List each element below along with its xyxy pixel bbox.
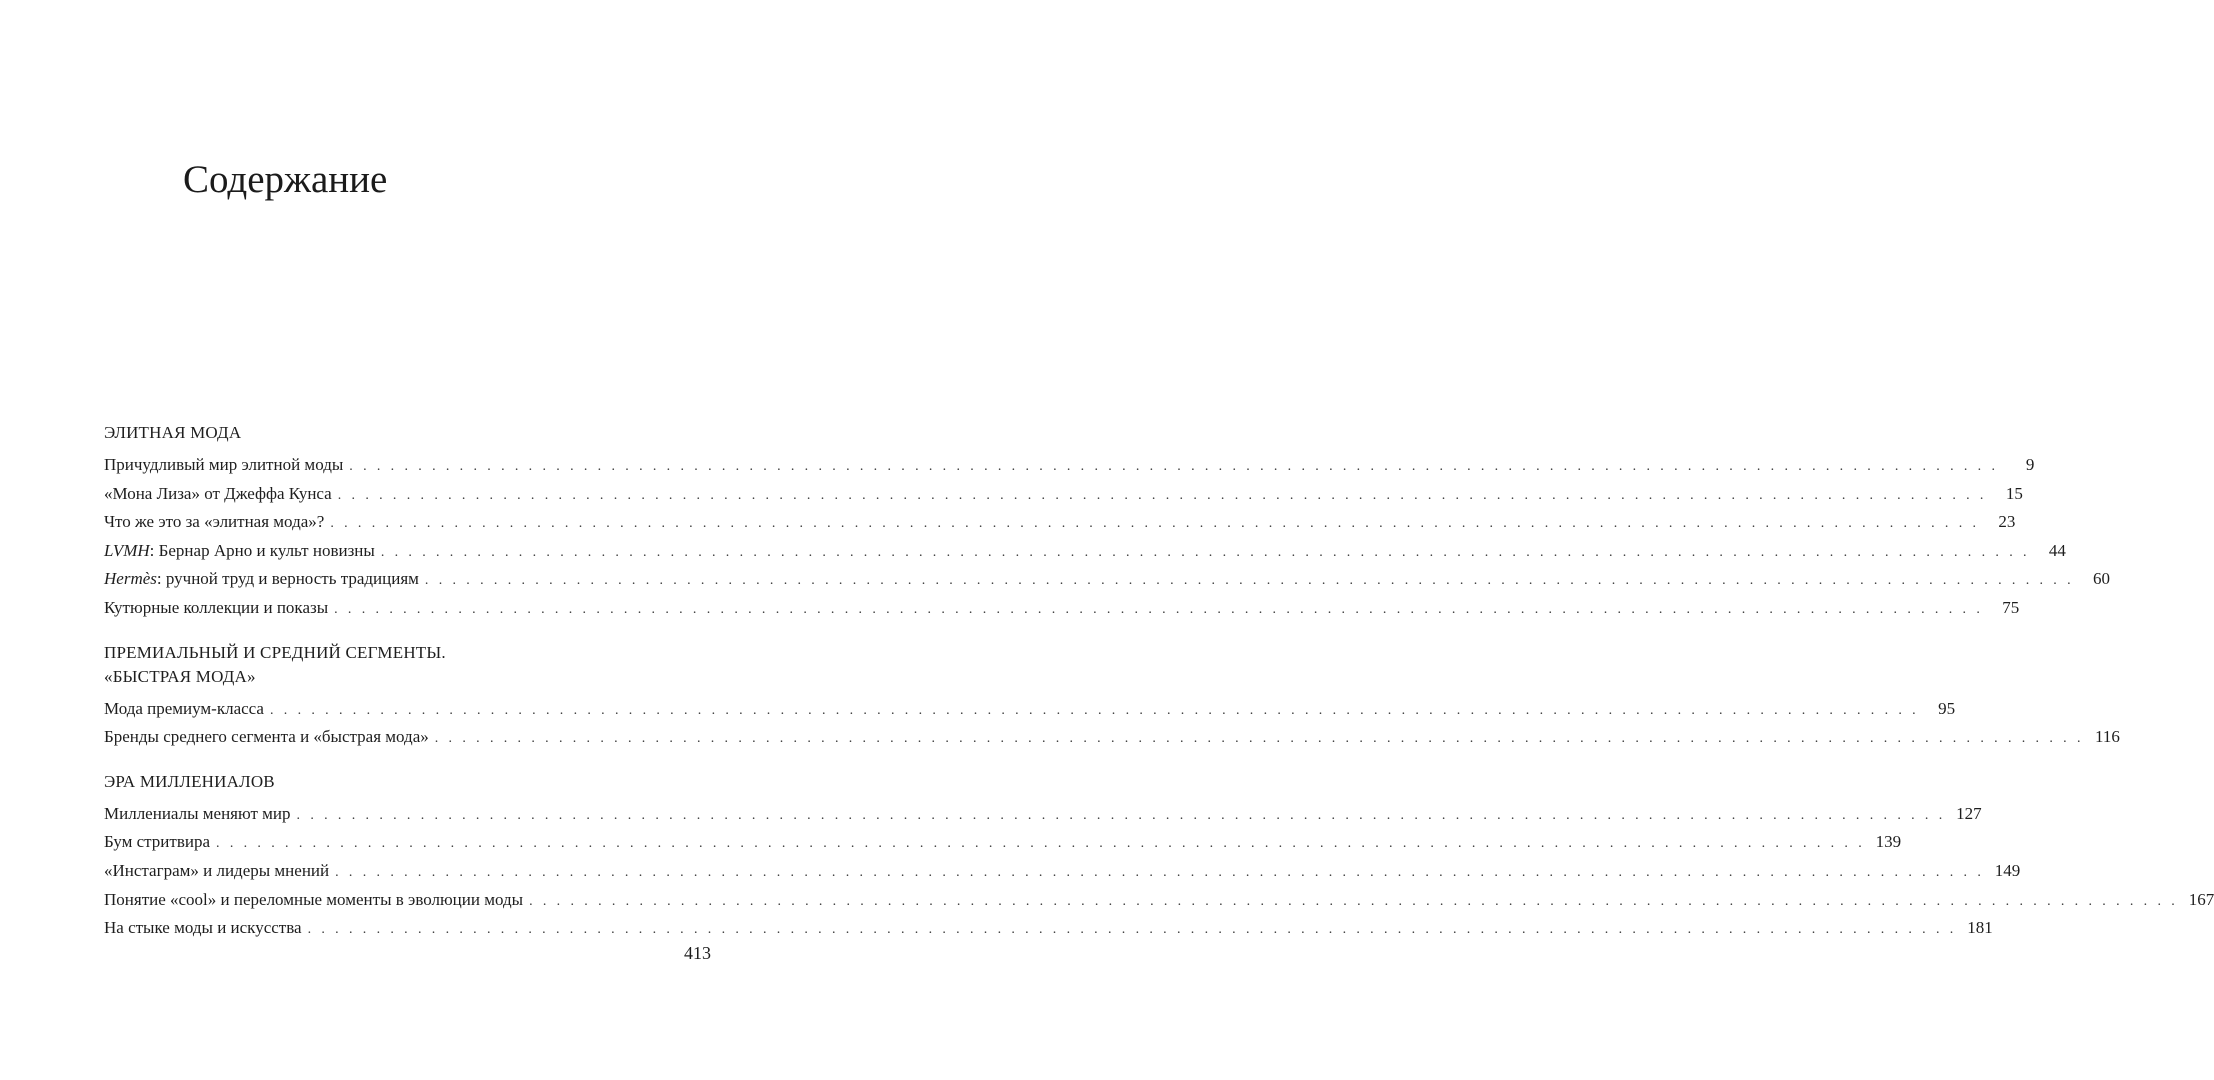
- dot-leader: . . . . . . . . . . . . . . . . . . . . . . . . . . . . . . . . . . . . . . . . . . . . . . . . . . . . . . . . . . . . . . . . . . . . . . . . . . . . . . . . . . . . . . . . . . . . . . . . . . . . . . . . . . . . . . . . . . . . . . . .: [330, 516, 1980, 532]
- toc-entry-title-text: Миллениалы меняют мир: [104, 803, 291, 823]
- toc-entry-title: [104, 537, 375, 566]
- toc-entry[interactable]: [104, 695, 1956, 724]
- toc-entry-title: [104, 886, 523, 915]
- toc-entry-title: [104, 723, 429, 752]
- toc-entry[interactable]: [104, 565, 2111, 594]
- dot-leader: . . . . . . . . . . . . . . . . . . . . . . . . . . . . . . . . . . . . . . . . . . . . . . . . . . . . . . . . . . . . . . . . . . . . . . . . . . . . . . . . . . . . . . . . . . . . . . . . . . . . . . . . . . . . . . . . . . . . . . . .: [529, 893, 2179, 909]
- toc-entry-title-text: Бренды среднего сегмента и «быстрая мода»: [104, 727, 429, 747]
- toc-entry[interactable]: [104, 480, 2023, 509]
- dot-leader: . . . . . . . . . . . . . . . . . . . . . . . . . . . . . . . . . . . . . . . . . . . . . . . . . . . . . . . . . . . . . . . . . . . . . . . . . . . . . . . . . . . . . . . . . . . . . . . . . . . . . . . . . . . . . . . . . . . . . . . .: [334, 601, 1984, 617]
- toc-entry-title-text: : ручной труд и верность традициям: [156, 569, 419, 589]
- dot-leader: . . . . . . . . . . . . . . . . . . . . . . . . . . . . . . . . . . . . . . . . . . . . . . . . . . . . . . . . . . . . . . . . . . . . . . . . . . . . . . . . . . . . . . . . . . . . . . . . . . . . . . . . . . . . . . . . . . . . . . . .: [434, 731, 2084, 747]
- toc-entry-list: [104, 695, 2120, 752]
- toc-entry-page: 167: [2188, 889, 2214, 909]
- toc-entry-list: [104, 800, 2214, 943]
- toc-entry[interactable]: [104, 914, 1993, 943]
- toc-entry-title-text: «Инстаграм» и лидеры мнений: [104, 860, 330, 880]
- dot-leader: . . . . . . . . . . . . . . . . . . . . . . . . . . . . . . . . . . . . . . . . . . . . . . . . . . . . . . . . . . . . . . . . . . . . . . . . . . . . . . . . . . . . . . . . . . . . . . . . . . . . . . . . . . . . . . . . . . . . . . . .: [424, 573, 2075, 589]
- section-heading: ЭРА МИЛЛЕНИАЛОВ: [104, 771, 275, 791]
- page-number: 413: [684, 943, 711, 963]
- toc-entry-title: [104, 914, 302, 943]
- toc-entry-title: [104, 565, 419, 594]
- toc-entry-title: [104, 857, 329, 886]
- toc-section: [104, 421, 2111, 623]
- toc-entry-page: 181: [1967, 918, 1993, 938]
- section-heading: ПРЕМИАЛЬНЫЙ И СРЕДНИЙ СЕГМЕНТЫ.: [104, 642, 446, 662]
- toc-entry[interactable]: [104, 594, 2020, 623]
- toc-entry-title: [104, 828, 210, 857]
- toc-entry[interactable]: [104, 451, 2035, 480]
- toc-entry-page: 95: [1938, 698, 1956, 718]
- toc-entry-title-text: Что же это за «элитная мода»?: [104, 512, 325, 532]
- toc-entry-page: 9: [2025, 455, 2035, 474]
- dot-leader: . . . . . . . . . . . . . . . . . . . . . . . . . . . . . . . . . . . . . . . . . . . . . . . . . . . . . . . . . . . . . . . . . . . . . . . . . . . . . . . . . . . . . . . . . . . . . . . . . . . . . . . . . . . . . . . . . . . . . . . .: [307, 922, 1957, 938]
- toc-entry-page: 23: [1998, 512, 2016, 532]
- toc-entry-title: [104, 451, 343, 480]
- toc-entry[interactable]: [104, 508, 2016, 537]
- toc-entry[interactable]: [104, 857, 2021, 886]
- toc-entry-title-text: : Бернар Арно и культ новизны: [149, 540, 375, 560]
- toc-entry-title: [104, 594, 328, 623]
- toc-entry-page: 149: [1994, 860, 2021, 880]
- toc-entry-title: [104, 695, 264, 724]
- section-heading: «БЫСТРАЯ МОДА»: [104, 666, 256, 686]
- toc-entry-title: [104, 508, 324, 537]
- toc-entry-title: [104, 480, 332, 509]
- toc-entry[interactable]: [104, 800, 1982, 829]
- toc-entry[interactable]: [104, 886, 2214, 915]
- toc-section: [104, 641, 2120, 752]
- section-heading: ЭЛИТНАЯ МОДА: [104, 423, 242, 442]
- toc-entry[interactable]: [104, 828, 1902, 857]
- dot-leader: . . . . . . . . . . . . . . . . . . . . . . . . . . . . . . . . . . . . . . . . . . . . . . . . . . . . . . . . . . . . . . . . . . . . . . . . . . . . . . . . . . . . . . . . . . . . . . . . . . . . . . . . . . . . . . . . . . . . . . . .: [269, 702, 1920, 718]
- toc-entry-page: 127: [1956, 803, 1982, 823]
- toc-entry-title-text: Кутюрные коллекции и показы: [104, 597, 329, 617]
- toc-entry-title-text: Понятие «cool» и переломные моменты в эволюции моды: [104, 889, 524, 909]
- table-of-contents: [104, 421, 2214, 961]
- toc-entry-title-italic: LVMH: [104, 540, 150, 560]
- toc-entry[interactable]: [104, 537, 2066, 566]
- toc-entry-list: [104, 451, 2111, 623]
- toc-entry-page: 139: [1875, 832, 1902, 852]
- toc-entry-page: 116: [2094, 727, 2120, 747]
- dot-leader: . . . . . . . . . . . . . . . . . . . . . . . . . . . . . . . . . . . . . . . . . . . . . . . . . . . . . . . . . . . . . . . . . . . . . . . . . . . . . . . . . . . . . . . . . . . . . . . . . . . . . . . . . . . . . . . . . . . . . . . .: [349, 459, 1999, 474]
- page-title: Содержание: [183, 158, 388, 201]
- dot-leader: . . . . . . . . . . . . . . . . . . . . . . . . . . . . . . . . . . . . . . . . . . . . . . . . . . . . . . . . . . . . . . . . . . . . . . . . . . . . . . . . . . . . . . . . . . . . . . . . . . . . . . . . . . . . . . . . . . . . . . . .: [380, 544, 2030, 560]
- toc-entry-page: 60: [2093, 569, 2111, 589]
- dot-leader: . . . . . . . . . . . . . . . . . . . . . . . . . . . . . . . . . . . . . . . . . . . . . . . . . . . . . . . . . . . . . . . . . . . . . . . . . . . . . . . . . . . . . . . . . . . . . . . . . . . . . . . . . . . . . . . . . . . . . . . .: [335, 864, 1985, 880]
- toc-entry-page: 15: [2005, 483, 2023, 503]
- toc-entry-title-text: Мода премиум-класса: [104, 698, 264, 718]
- toc-entry-title-text: На стыке моды и искусства: [104, 918, 302, 938]
- toc-section: [104, 770, 2214, 943]
- toc-entry-title-text: Причудливый мир элитной моды: [104, 455, 344, 474]
- toc-entry-title: [104, 800, 291, 829]
- toc-entry-title-italic: Hermès: [104, 569, 157, 589]
- toc-entry[interactable]: [104, 723, 2120, 752]
- dot-leader: . . . . . . . . . . . . . . . . . . . . . . . . . . . . . . . . . . . . . . . . . . . . . . . . . . . . . . . . . . . . . . . . . . . . . . . . . . . . . . . . . . . . . . . . . . . . . . . . . . . . . . . . . . . . . . . . . . . . . . . .: [337, 487, 1987, 503]
- toc-entry-page: 75: [2002, 597, 2020, 617]
- dot-leader: . . . . . . . . . . . . . . . . . . . . . . . . . . . . . . . . . . . . . . . . . . . . . . . . . . . . . . . . . . . . . . . . . . . . . . . . . . . . . . . . . . . . . . . . . . . . . . . . . . . . . . . . . . . . . . . . . . . . . . . .: [216, 836, 1866, 852]
- toc-entry-title-text: «Мона Лиза» от Джеффа Кунса: [104, 483, 332, 503]
- dot-leader: . . . . . . . . . . . . . . . . . . . . . . . . . . . . . . . . . . . . . . . . . . . . . . . . . . . . . . . . . . . . . . . . . . . . . . . . . . . . . . . . . . . . . . . . . . . . . . . . . . . . . . . . . . . . . . . . . . . . . . . .: [296, 807, 1946, 823]
- toc-entry-title-text: Бум стритвира: [104, 832, 211, 852]
- toc-entry-page: 44: [2048, 540, 2066, 560]
